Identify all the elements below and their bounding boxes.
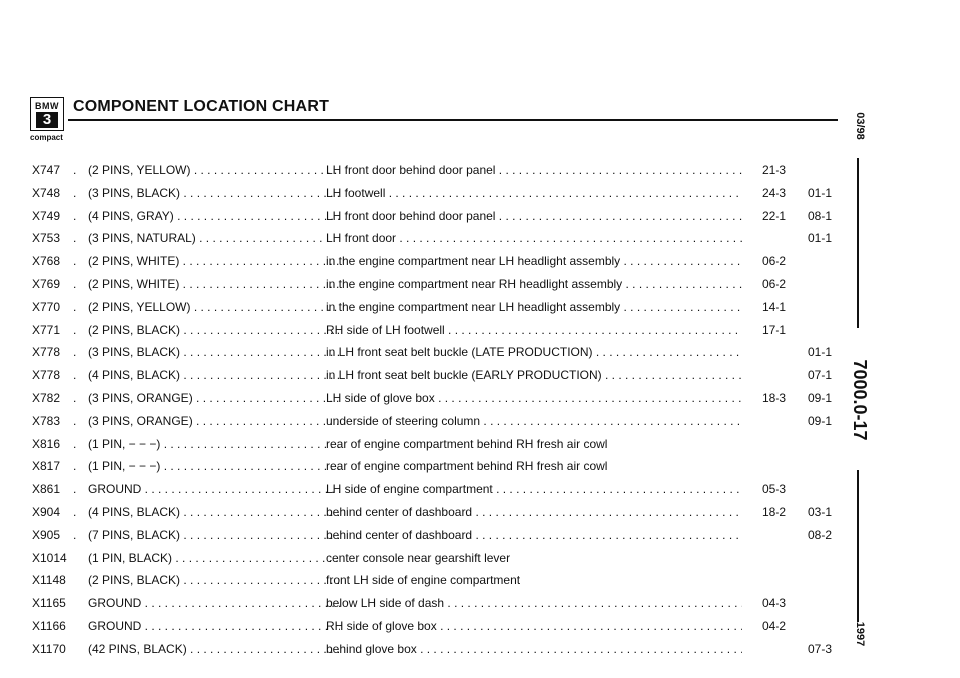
page-ref-2: 09-1: [808, 413, 833, 428]
connector-pins: GROUND . . .: [88, 481, 340, 497]
separator-dot: .: [73, 368, 77, 383]
component-id: X782: [32, 390, 61, 405]
side-rule-bottom: [857, 470, 859, 622]
connector-pins: (4 PINS, GRAY) . . .: [88, 208, 340, 224]
page-ref-1: 18-2: [762, 504, 787, 519]
component-id: X816: [32, 436, 61, 451]
page-ref-2: 09-1: [808, 390, 833, 405]
page-ref-2: 01-1: [808, 185, 833, 200]
component-location: behind center of dashboard . . .: [326, 527, 742, 543]
connector-pins: (2 PINS, WHITE) . . .: [88, 276, 340, 292]
component-id: X905: [32, 527, 61, 542]
component-id: X749: [32, 208, 61, 223]
component-id: X778: [32, 345, 61, 360]
page-code: 7000.0-17: [850, 359, 870, 441]
page-ref-1: 04-2: [762, 618, 787, 633]
component-table: [32, 162, 842, 664]
component-id: X1165: [32, 596, 66, 611]
component-id: X778: [32, 368, 61, 383]
page-ref-1: 18-3: [762, 390, 787, 405]
component-location: LH footwell . . .: [326, 185, 742, 201]
separator-dot: .: [73, 345, 77, 360]
logo-series: 3: [36, 112, 58, 128]
component-id: X771: [32, 322, 61, 337]
component-id: X1014: [32, 550, 67, 565]
connector-pins: (42 PINS, BLACK) . . .: [88, 641, 340, 657]
separator-dot: .: [73, 254, 77, 269]
table-row: [32, 230, 842, 253]
logo-badge: [30, 97, 64, 131]
header-rule: [68, 119, 838, 121]
separator-dot: .: [73, 322, 77, 337]
component-location: LH side of glove box . . .: [326, 390, 742, 406]
component-location: behind center of dashboard . . .: [326, 504, 742, 520]
component-location: LH side of engine compartment . . .: [326, 481, 742, 497]
separator-dot: .: [73, 185, 77, 200]
connector-pins: (4 PINS, BLACK) . . .: [88, 504, 340, 520]
table-row: [32, 436, 842, 459]
component-location: in LH front seat belt buckle (EARLY PRODUCTION) . . .: [326, 367, 742, 383]
table-row: [32, 322, 842, 345]
connector-pins: (3 PINS, NATURAL) . . .: [88, 230, 340, 246]
separator-dot: .: [73, 482, 77, 497]
separator-dot: .: [73, 527, 77, 542]
component-id: X748: [32, 185, 61, 200]
page-title: COMPONENT LOCATION CHART: [73, 98, 330, 115]
connector-pins: (1 PIN, BLACK) . . .: [88, 550, 340, 566]
component-location: RH side of glove box . . .: [326, 618, 742, 634]
separator-dot: .: [73, 436, 77, 451]
connector-pins: (4 PINS, BLACK) . . .: [88, 367, 340, 383]
connector-pins: (2 PINS, BLACK) . . .: [88, 572, 340, 588]
component-id: X1166: [32, 618, 66, 633]
table-row: [32, 390, 842, 413]
page-ref-1: 22-1: [762, 208, 787, 223]
side-margin: [842, 110, 878, 650]
table-row: [32, 481, 842, 504]
separator-dot: .: [73, 504, 77, 519]
connector-pins: (2 PINS, BLACK) . . .: [88, 322, 340, 338]
component-location: LH front door . . .: [326, 230, 742, 246]
page-ref-1: 24-3: [762, 185, 787, 200]
separator-dot: .: [73, 208, 77, 223]
separator-dot: .: [73, 231, 77, 246]
connector-pins: (3 PINS, ORANGE) . . .: [88, 413, 340, 429]
component-id: X783: [32, 413, 61, 428]
component-id: X861: [32, 482, 61, 497]
table-row: [32, 253, 842, 276]
connector-pins: (3 PINS, BLACK) . . .: [88, 344, 340, 360]
page-ref-1: 06-2: [762, 254, 787, 269]
page-ref-2: 08-2: [808, 527, 833, 542]
component-id: X768: [32, 254, 61, 269]
page-ref-1: 05-3: [762, 482, 787, 497]
model-year: 1997: [854, 621, 866, 647]
component-id: X1148: [32, 573, 66, 588]
component-location: rear of engine compartment behind RH fresh air cowl: [326, 436, 608, 451]
table-row: [32, 299, 842, 322]
page-ref-2: 07-3: [808, 641, 833, 656]
table-row: [32, 162, 842, 185]
component-location: below LH side of dash . . .: [326, 595, 742, 611]
connector-pins: (1 PIN, − − −) . . .: [88, 436, 340, 452]
component-location: LH front door behind door panel . . .: [326, 208, 742, 224]
table-row: [32, 572, 842, 595]
side-rule-top: [857, 158, 859, 328]
logo-model: compact: [30, 133, 63, 142]
page-ref-2: 07-1: [808, 368, 833, 383]
component-location: center console near gearshift lever: [326, 550, 511, 565]
table-row: [32, 458, 842, 481]
table-row: [32, 344, 842, 367]
separator-dot: .: [73, 299, 77, 314]
component-location: in the engine compartment near LH headlight assembly . . .: [326, 299, 742, 315]
separator-dot: .: [73, 390, 77, 405]
table-row: [32, 185, 842, 208]
component-id: X904: [32, 504, 61, 519]
separator-dot: .: [73, 163, 77, 177]
connector-pins: (2 PINS, YELLOW) . . .: [88, 299, 340, 315]
table-row: [32, 367, 842, 390]
component-location: front LH side of engine compartment: [326, 573, 521, 588]
component-location: in LH front seat belt buckle (LATE PRODUCTION) . . .: [326, 344, 742, 360]
component-location: LH front door behind door panel . . .: [326, 162, 742, 178]
table-row: [32, 618, 842, 641]
component-location: in the engine compartment near RH headlight assembly . . .: [326, 276, 742, 292]
page-ref-2: 08-1: [808, 208, 833, 223]
page-ref-1: 04-3: [762, 596, 787, 611]
table-row: [32, 595, 842, 618]
table-row: [32, 208, 842, 231]
connector-pins: (3 PINS, ORANGE) . . .: [88, 390, 340, 406]
page-ref-1: 17-1: [762, 322, 787, 337]
component-id: X1170: [32, 641, 66, 656]
revision-date: 03/98: [854, 112, 866, 140]
separator-dot: .: [73, 413, 77, 428]
table-row: [32, 527, 842, 550]
logo-brand: BMW: [35, 100, 59, 111]
connector-pins: (3 PINS, BLACK) . . .: [88, 185, 340, 201]
component-id: X769: [32, 276, 61, 291]
page-ref-2: 01-1: [808, 231, 833, 246]
page-ref-1: 06-2: [762, 276, 787, 291]
component-id: X753: [32, 231, 61, 246]
page-ref-2: 01-1: [808, 345, 833, 360]
connector-pins: (1 PIN, − − −) . . .: [88, 458, 340, 474]
connector-pins: (2 PINS, YELLOW) . . .: [88, 162, 340, 178]
connector-pins: GROUND . . .: [88, 618, 340, 634]
table-row: [32, 413, 842, 436]
component-location: behind glove box . . .: [326, 641, 742, 657]
separator-dot: .: [73, 459, 77, 474]
connector-pins: GROUND . . .: [88, 595, 340, 611]
table-row: [32, 504, 842, 527]
component-id: X817: [32, 459, 61, 474]
component-id: X770: [32, 299, 61, 314]
component-id: X747: [32, 163, 61, 177]
component-location: in the engine compartment near LH headlight assembly . . .: [326, 253, 742, 269]
component-location: RH side of LH footwell . . .: [326, 322, 742, 338]
page-ref-1: 14-1: [762, 299, 787, 314]
table-row: [32, 550, 842, 573]
separator-dot: .: [73, 276, 77, 291]
connector-pins: (7 PINS, BLACK) . . .: [88, 527, 340, 543]
table-row: [32, 641, 842, 664]
table-row: [32, 276, 842, 299]
page-ref-2: 03-1: [808, 504, 833, 519]
connector-pins: (2 PINS, WHITE) . . .: [88, 253, 340, 269]
page-ref-1: 21-3: [762, 163, 787, 177]
component-location: underside of steering column . . .: [326, 413, 742, 429]
bmw-3-compact-logo: [30, 97, 66, 142]
component-location: rear of engine compartment behind RH fresh air cowl: [326, 459, 608, 474]
